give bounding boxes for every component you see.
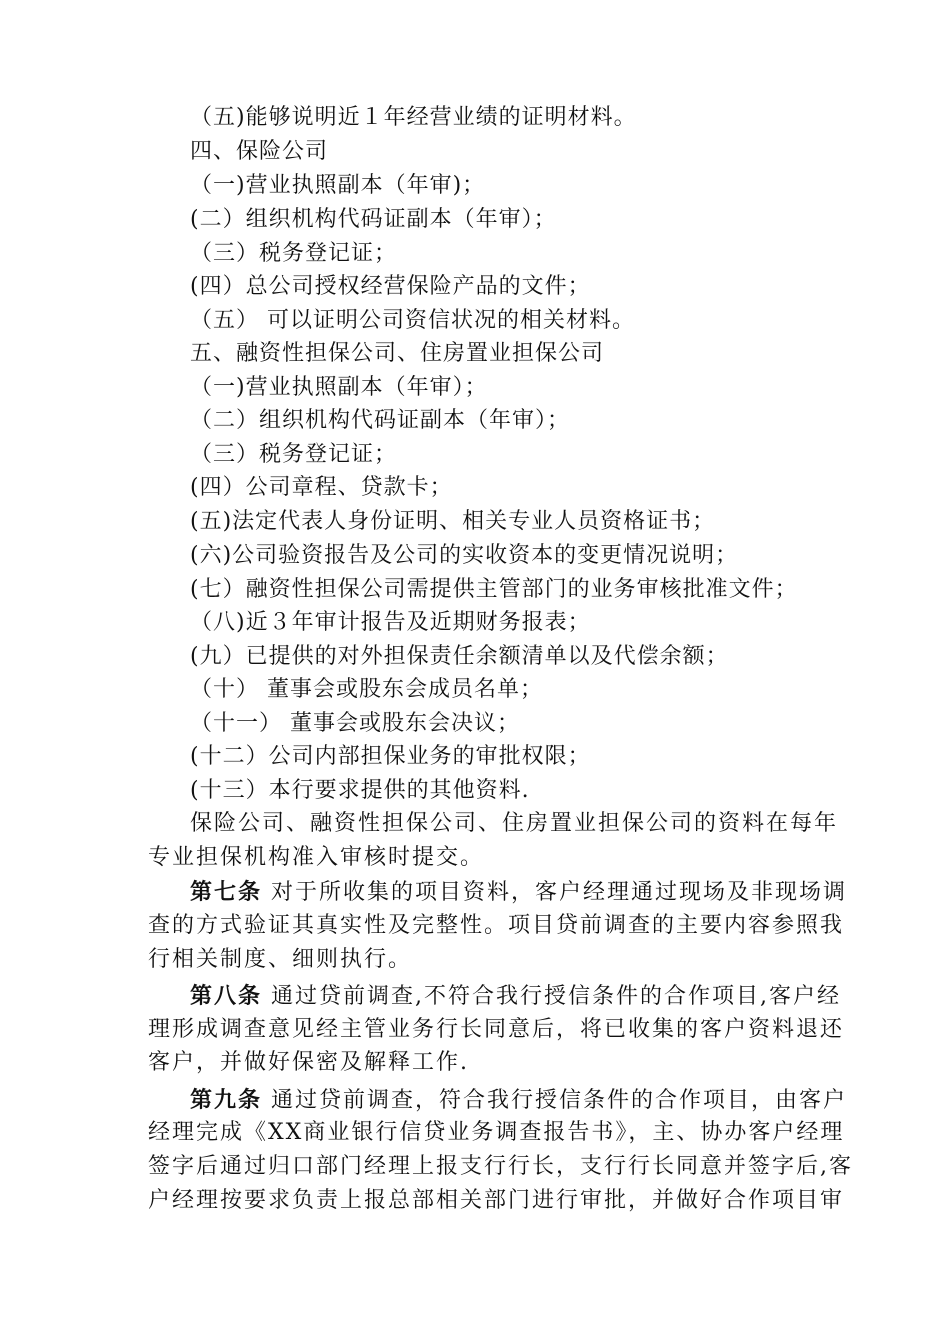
article-7-line bbox=[190, 875, 848, 910]
list-item: （二）组织机构代码证副本（年审）； bbox=[190, 408, 571, 433]
paragraph-line: 签字后通过归口部门经理上报支行行长，支行行长同意并签字后,客 bbox=[148, 1154, 853, 1179]
list-item: （八)近３年审计报告及近期财务报表； bbox=[190, 610, 591, 635]
article-7-title: 第七条 bbox=[190, 879, 263, 905]
paragraph-line: 客户，并做好保密及解释工作. bbox=[148, 1050, 469, 1075]
paragraph-line: 理形成调查意见经主管业务行长同意后，将已收集的客户资料退还 bbox=[148, 1017, 845, 1042]
article-8-title: 第八条 bbox=[190, 983, 263, 1009]
list-item: (九）已提供的对外担保责任余额清单以及代偿余额； bbox=[190, 644, 729, 669]
list-item: (五)法定代表人身份证明、相关专业人员资格证书； bbox=[190, 509, 716, 534]
list-item: (四）总公司授权经营保险产品的文件； bbox=[190, 274, 591, 299]
list-item: (十三）本行要求提供的其他资料. bbox=[190, 778, 530, 803]
paragraph-line: 查的方式验证其真实性及完整性。项目贷前调查的主要内容参照我 bbox=[148, 913, 845, 938]
list-item: （一)营业执照副本（年审）； bbox=[190, 375, 488, 400]
paragraph-line: 保险公司、融资性担保公司、住房置业担保公司的资料在每年 bbox=[190, 811, 839, 836]
article-7-text: 对于所收集的项目资料，客户经理通过现场及非现场调 bbox=[262, 880, 848, 905]
article-9-text: 通过贷前调查，符合我行授信条件的合作项目，由客户 bbox=[262, 1088, 848, 1113]
list-item: (二）组织机构代码证副本（年审）； bbox=[190, 207, 557, 232]
article-9-line bbox=[190, 1083, 848, 1118]
paragraph-line: 专业担保机构准入审核时提交。 bbox=[148, 845, 485, 870]
list-item: (十二）公司内部担保业务的审批权限； bbox=[190, 744, 591, 769]
article-8-text: 通过贷前调查,不符合我行授信条件的合作项目,客户经 bbox=[262, 984, 841, 1009]
article-9-title: 第九条 bbox=[190, 1087, 263, 1113]
paragraph-line: 户经理按要求负责上报总部相关部门进行审批，并做好合作项目审 bbox=[148, 1188, 845, 1213]
list-item: （十） 董事会或股东会成员名单； bbox=[190, 677, 543, 702]
list-item: （五） 可以证明公司资信状况的相关材料。 bbox=[190, 308, 635, 333]
list-item: (六)公司验资报告及公司的实收资本的变更情况说明； bbox=[190, 543, 739, 568]
paragraph-line: 行相关制度、细则执行。 bbox=[148, 947, 413, 972]
list-item: （三）税务登记证； bbox=[190, 241, 398, 266]
list-item: （十一） 董事会或股东会决议； bbox=[190, 711, 520, 736]
list-item: （三）税务登记证； bbox=[190, 442, 398, 467]
list-item: （一)营业执照副本（年审)； bbox=[190, 173, 486, 198]
section-heading-guarantee: 五、融资性担保公司、住房置业担保公司 bbox=[190, 341, 605, 366]
paragraph-line: 经理完成《XX商业银行信贷业务调查报告书》，主、协办客户经理 bbox=[148, 1120, 845, 1145]
list-item: (七）融资性担保公司需提供主管部门的业务审核批准文件； bbox=[190, 577, 798, 602]
list-item: （五)能够说明近１年经营业绩的证明材料。 bbox=[190, 105, 637, 130]
section-heading-insurance: 四、保险公司 bbox=[190, 139, 329, 164]
list-item: (四）公司章程、贷款卡； bbox=[190, 475, 453, 500]
article-8-line bbox=[190, 979, 841, 1014]
